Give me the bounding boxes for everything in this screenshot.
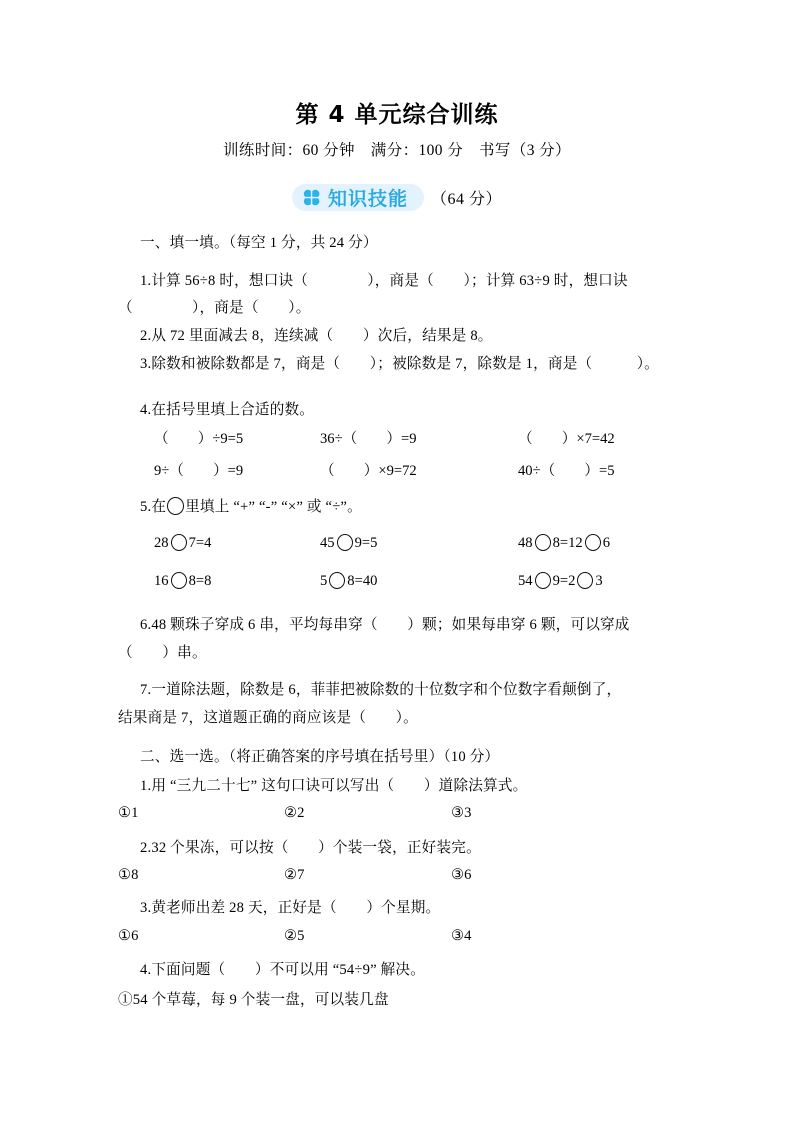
knowledge-skills-badge: [292, 184, 424, 211]
q3-line: 3.除数和被除数都是 7，商是（ ）；被除数是 7，除数是 1，商是（ ）。: [140, 356, 659, 372]
q5-heading-prefix: 5.在: [140, 499, 167, 515]
mc-q3-option-2[interactable]: ②5: [284, 928, 305, 944]
mc-q1-option-3[interactable]: ③3: [451, 805, 472, 821]
mc-q1-option-2[interactable]: ②2: [284, 805, 305, 821]
q5-r1c3-left: 48: [518, 535, 533, 551]
operator-blank-circle-icon: [171, 534, 187, 551]
mc-q2-option-2[interactable]: ②7: [284, 867, 305, 883]
section-two-heading: 二、选一选。（将正确答案的序号填在括号里）（10 分）: [140, 749, 500, 765]
mc-q2-option-3[interactable]: ③6: [451, 867, 472, 883]
q5-r2c3-left: 54: [518, 573, 533, 589]
q4-row2-col2: （ ）×9=72: [320, 463, 417, 479]
mc-q2-stem: 2.32 个果冻，可以按（ ）个装一袋，正好装完。: [140, 840, 481, 856]
q4-row2-col3: 40÷（ ）=5: [518, 463, 615, 479]
q5-row2-col3: [518, 572, 603, 590]
mc-q3-stem: 3.黄老师出差 28 天，正好是（ ）个星期。: [140, 900, 441, 916]
q5-heading: [140, 495, 362, 516]
q5-row1-col3: [518, 534, 610, 552]
operator-blank-circle-icon: [337, 534, 353, 551]
mc-q3-option-3[interactable]: ③4: [451, 928, 472, 944]
mc-q3-options: [118, 927, 718, 949]
q4-row1-col1: （ ）÷9=5: [154, 431, 244, 447]
q5-r2c2-left: 5: [320, 573, 328, 589]
q5-r1c1-left: 28: [154, 535, 169, 551]
q7-line-2: 结果商是 7，这道题正确的商应该是（ ）。: [118, 710, 418, 726]
mc-q2-option-1[interactable]: ①8: [118, 867, 139, 883]
q5-r2c2-right: 8=40: [347, 573, 378, 589]
q5-r1c3-right: 6: [602, 535, 611, 551]
q5-row1-col1: [154, 534, 211, 552]
q1-line-1: 1.计算 56÷8 时，想口诀（ ），商是（ ）；计算 63÷9 时，想口诀: [140, 273, 628, 289]
q5-row1-col2: [320, 534, 377, 552]
mc-q1-stem: 1.用 “三九二十七” 这句口诀可以写出（ ）道除法算式。: [140, 778, 528, 794]
q5-r1c3-mid: 8=12: [552, 535, 583, 551]
q6-line-2: （ ）串。: [118, 645, 207, 661]
q5-r2c1-left: 16: [154, 573, 169, 589]
q5-row2-col2: [320, 572, 377, 590]
clover-icon: [302, 188, 321, 207]
page-title: 第 4 单元综合训练: [295, 102, 499, 128]
q5-heading-suffix: 里填上 “+” “-” “×” 或 “÷”。: [185, 499, 362, 515]
q5-row-1: [118, 534, 718, 556]
section-badge-row: [0, 184, 794, 211]
operator-blank-circle-icon: [585, 534, 601, 551]
q1-line-2: （ ），商是（ ）。: [118, 300, 311, 316]
q4-row-2: [118, 459, 718, 481]
page-subtitle: 训练时间：60 分钟 满分：100 分 书写（3 分）: [223, 142, 571, 159]
operator-blank-circle-icon: [329, 572, 345, 589]
q4-row2-col1: 9÷（ ）=9: [154, 463, 244, 479]
q5-r2c3-right: 3: [595, 573, 603, 589]
q4-row-1: [118, 427, 718, 449]
operator-blank-circle-icon: [171, 572, 187, 589]
q4-row1-col3: （ ）×7=42: [518, 431, 615, 447]
mc-q4-stem: 4.下面问题（ ）不可以用 “54÷9” 解决。: [140, 962, 426, 978]
q5-r2c3-mid: 9=2: [552, 573, 576, 589]
q5-r1c2-right: 9=5: [354, 535, 378, 551]
q5-r2c1-right: 8=8: [188, 573, 212, 589]
badge-label: 知识技能: [327, 188, 408, 210]
operator-blank-circle-icon: [535, 534, 551, 551]
q5-r1c2-left: 45: [320, 535, 335, 551]
mc-q1-options: [118, 804, 718, 826]
mc-q3-option-1[interactable]: ①6: [118, 928, 139, 944]
q6-line-1: 6.48 颗珠子穿成 6 串，平均每串穿（ ）颗；如果每串穿 6 颗，可以穿成: [140, 617, 630, 633]
q2-line: 2.从 72 里面减去 8，连续减（ ）次后，结果是 8。: [140, 328, 493, 344]
q5-row-2: [118, 572, 718, 594]
mc-q4-option-1[interactable]: ①54 个草莓，每 9 个装一盘，可以装几盘: [118, 992, 389, 1008]
q7-line-1: 7.一道除法题，除数是 6，菲菲把被除数的十位数字和个位数字看颠倒了，: [140, 682, 622, 698]
q5-row2-col1: [154, 572, 211, 590]
q4-heading: 4.在括号里填上合适的数。: [140, 402, 315, 418]
badge-score: （64 分）: [431, 191, 503, 208]
operator-blank-circle-icon: [167, 497, 184, 515]
q4-row1-col2: 36÷（ ）=9: [320, 431, 417, 447]
operator-blank-circle-icon: [535, 572, 551, 589]
mc-q1-option-1[interactable]: ①1: [118, 805, 139, 821]
section-one-heading: 一、填一填。（每空 1 分，共 24 分）: [140, 235, 378, 251]
mc-q2-options: [118, 866, 718, 888]
operator-blank-circle-icon: [577, 572, 593, 589]
q5-r1c1-right: 7=4: [188, 535, 212, 551]
